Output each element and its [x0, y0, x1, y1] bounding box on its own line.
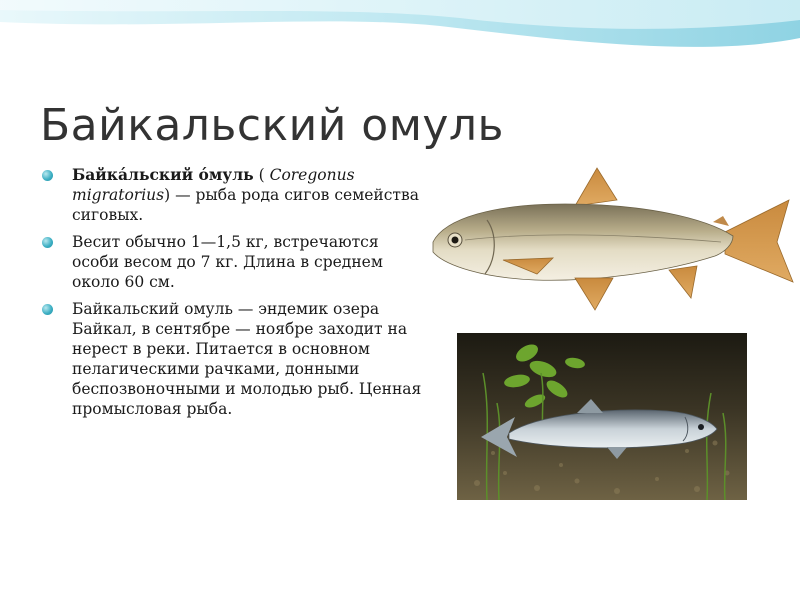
text-body — [42, 165, 422, 426]
text-segment: Байкальский омуль — эндемик озера Байкал, в сентябре — ноябре заходит на нерест в реки. Питается в основном пелагическими рачками, донными беспозвоночными и молодью рыб. Ценная промысловая рыба. — [72, 300, 422, 418]
page-title: Байкальский омуль — [40, 100, 504, 151]
omul-illustration — [425, 160, 797, 320]
text-segment: Весит обычно 1—1,5 кг, встречаются особи весом до 7 кг. Длина в среднем около 60 см. — [72, 233, 383, 291]
list-item — [42, 299, 422, 419]
bullet-icon — [42, 237, 53, 248]
list-item — [42, 232, 422, 292]
latin-name: Coregonus migratorius — [72, 166, 355, 204]
omul-photo — [457, 333, 747, 500]
header-wave-decoration — [0, 0, 800, 90]
bullet-icon — [42, 304, 53, 315]
list-item — [42, 165, 422, 225]
bullet-icon — [42, 170, 53, 181]
fish-name: Байка́льский о́муль — [72, 165, 254, 184]
text-segment: ) — рыба рода сигов семейства сиговых. — [72, 186, 419, 224]
text-segment: ( — [253, 166, 270, 184]
